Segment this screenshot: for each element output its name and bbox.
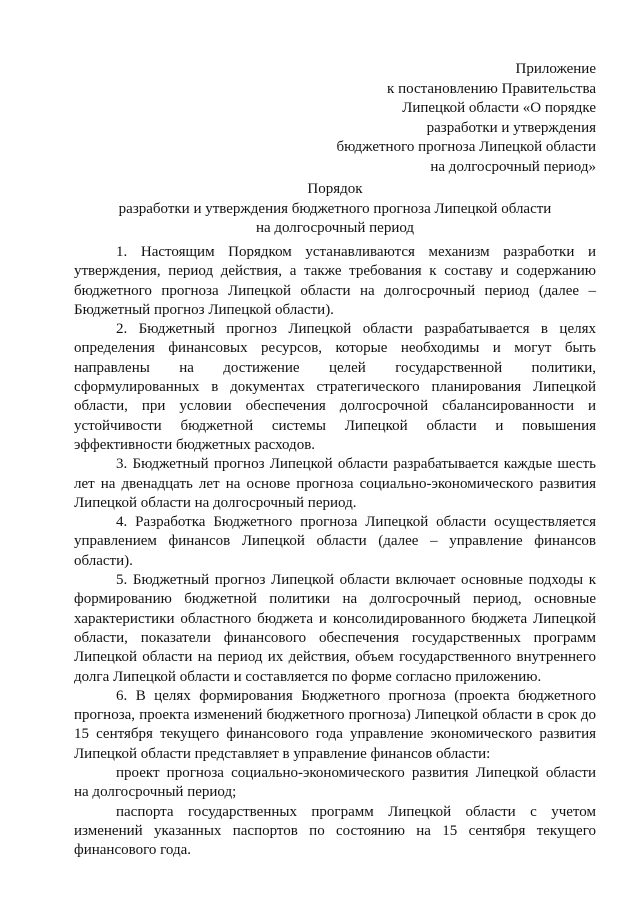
paragraph-2: 2. Бюджетный прогноз Липецкой области разрабатывается в целях определения финансовых ресурсов, которые необходимы и могут быть направлены на достижение целей государственной политики, сформулированных в документах стратегического планирования Липецкой области, при условии обеспечения долгосрочной сбалансированности и устойчивости бюджетной системы Липецкой области и повышения эффективности бюджетных расходов. bbox=[74, 321, 596, 453]
appendix-line: Приложение bbox=[515, 61, 596, 77]
title-line: на долгосрочный период bbox=[255, 220, 415, 236]
paragraph-6-item-2: паспорта государственных программ Липецкой области с учетом изменений указанных паспортов по состоянию на 15 сентября текущего финансового года. bbox=[74, 803, 596, 859]
paragraph-5: 5. Бюджетный прогноз Липецкой области включает основные подходы к формированию бюджетной политики на долгосрочный период, основные характеристики областного бюджета и консолидированного бюджета Липецкой области, показатели финансового обеспечения государственных программ Липецкой области на период их действия, объем государственного внутреннего долга Липецкой области и составляется по форме согласно приложению. bbox=[74, 572, 596, 685]
appendix-line: бюджетного прогноза Липецкой области bbox=[336, 139, 596, 155]
title-line: разработки и утверждения бюджетного прогноза Липецкой области bbox=[118, 200, 552, 217]
appendix-line: Липецкой области «О порядке bbox=[402, 100, 596, 116]
paragraph-4: 4. Разработка Бюджетного прогноза Липецкой области осуществляется управлением финансов Липецкой области (далее – управление финансов области). bbox=[74, 514, 596, 569]
title-heading: Порядок bbox=[307, 181, 363, 197]
paragraph-6-item-1: проект прогноза социально-экономического развития Липецкой области на долгосрочный период; bbox=[74, 765, 596, 801]
appendix-line: разработки и утверждения bbox=[426, 119, 596, 136]
appendix-header bbox=[236, 60, 596, 177]
appendix-line: к постановлению Правительства bbox=[387, 80, 596, 97]
paragraph-6: 6. В целях формирования Бюджетного прогноза (проекта бюджетного прогноза, проекта изменений бюджетного прогноза) Липецкой области в срок до 15 сентября текущего финансового года управление экономического развития Липецкой области представляет в управление финансов области: bbox=[74, 687, 596, 762]
paragraph-3: 3. Бюджетный прогноз Липецкой области разрабатывается каждые шесть лет на двенадцать лет на основе прогноза социально-экономического развития Липецкой области на долгосрочный период. bbox=[74, 456, 596, 511]
document-body bbox=[74, 243, 596, 861]
appendix-line: на долгосрочный период» bbox=[430, 158, 596, 175]
document-title bbox=[74, 180, 596, 239]
paragraph-1: 1. Настоящим Порядком устанавливаются механизм разработки и утверждения, период действия, а также требования к составу и содержанию бюджетного прогноза Липецкой области на долгосрочный период (далее – Бюджетный прогноз Липецкой области). bbox=[74, 244, 596, 318]
